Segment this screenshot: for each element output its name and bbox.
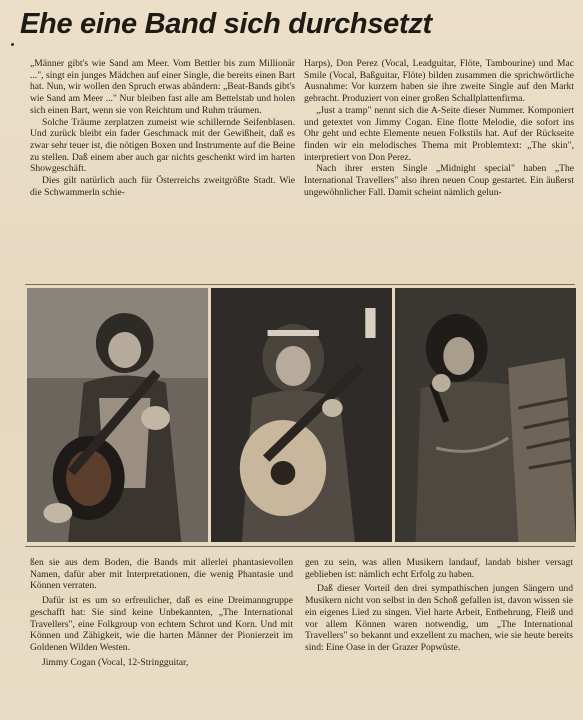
paragraph: Jimmy Cogan (Vocal, 12-Stringguitar, xyxy=(42,656,189,668)
paragraph: gen zu sein, was allen Musikern landauf, landab bisher versagt geblieben ist: nämlich echt Erfolg zu haben. xyxy=(305,557,573,580)
headline: Ehe eine Band sich durchsetzt xyxy=(20,8,432,40)
article-column-3 xyxy=(30,557,293,668)
paragraph: Daß dieser Vorteil den drei sympathischen jungen Sängern und Musikern nicht von selbst in den Schoß gefallen ist, davon wissen sie ein eigenes Lied zu singen. Viel harte Arbeit, Entbehrung, Fleiß und vor allem Können waren notwendig, um „The International Travellers" so bekannt und exzellent zu machen, wie sie heute bereits sind: Eine Oase in der Grazer Popwüste. xyxy=(305,583,573,653)
article-column-1 xyxy=(30,58,295,198)
article-column-2 xyxy=(304,58,574,198)
paragraph: „Männer gibt's wie Sand am Meer. Vom Bettler bis zum Millionär ...", singt ein junges Mädchen auf einer Single, die bereits einen Bart hat. Nun, wir wollen den Spruch etwas abändern: „Beat-Bands gibt's wie Sand am Meer ..." Nur bleiben fast alle am Bettelstab und holen sich einen Bart, wenn sie von Reichtum und Ruhm träumen. xyxy=(30,58,295,116)
divider xyxy=(25,284,575,285)
photo-strip xyxy=(27,288,576,542)
paragraph: ßen sie aus dem Boden, die Bands mit allerlei phantasievollen Namen, dafür aber mit Interpretationen, die wenig Phantasie und Können verraten. xyxy=(30,557,293,592)
paragraph: Dafür ist es um so erfreulicher, daß es eine Dreimanngruppe geschafft hat: Sie sind keine Unbekannten, „The International Travellers", eine Folkgroup von echtem Schrot und Korn. Und mit Können und Zähigkeit, wie die harten Männer der Pionierzeit im Goldenen Wilden Westen. xyxy=(30,595,293,653)
divider xyxy=(25,546,575,547)
photo-acoustic-guitarist xyxy=(211,288,392,542)
paragraph: Solche Träume zerplatzen zumeist wie schillernde Seifenblasen. Und zurück bleibt ein fader Geschmack mit der Gewißheit, daß es zwar sehr teuer ist, die nötigen Boxen und Instrumente auf die Beine zu stellen. Daß einem aber auch gar nichts geschenkt wird im harten Showgeschäft. xyxy=(30,116,295,175)
print-mark xyxy=(11,43,14,46)
paragraph: „Just a tramp" nennt sich die A-Seite dieser Nummer. Komponiert und getextet von Jimmy Cogan. Eine flotte Melodie, die sofort ins Ohr geht und echte Elemente neuen Folkstils hat. Auf der Rückseite finden wir ein melodisches Thema mit Problemtext: „The skin", interpretiert von Don Perez. xyxy=(304,104,574,163)
photo-guitarist xyxy=(27,288,208,542)
paragraph: Dies gilt natürlich auch für Österreichs zweitgrößte Stadt. Wie die Schwammerln schie- xyxy=(30,175,295,198)
article-column-4 xyxy=(305,557,573,654)
paragraph: Harps), Don Perez (Vocal, Leadguitar, Flöte, Tambourine) und Mac Smile (Vocal, Baßguitar, Flöte) bilden zusammen die sprichwörtliche Ausnahme: Vor kurzem haben sie ihre zweite Single auf den Markt gebracht. Produziert von einer großen Schallplattenfirma. xyxy=(304,58,574,105)
paragraph: Nach ihrer ersten Single „Midnight special" haben „The International Travellers" also ihren neuen Coup gestartet. Ein äußerst ungewöhnlicher Fall. Damit scheint nämlich gelun- xyxy=(304,163,574,198)
photo-singer xyxy=(395,288,576,542)
